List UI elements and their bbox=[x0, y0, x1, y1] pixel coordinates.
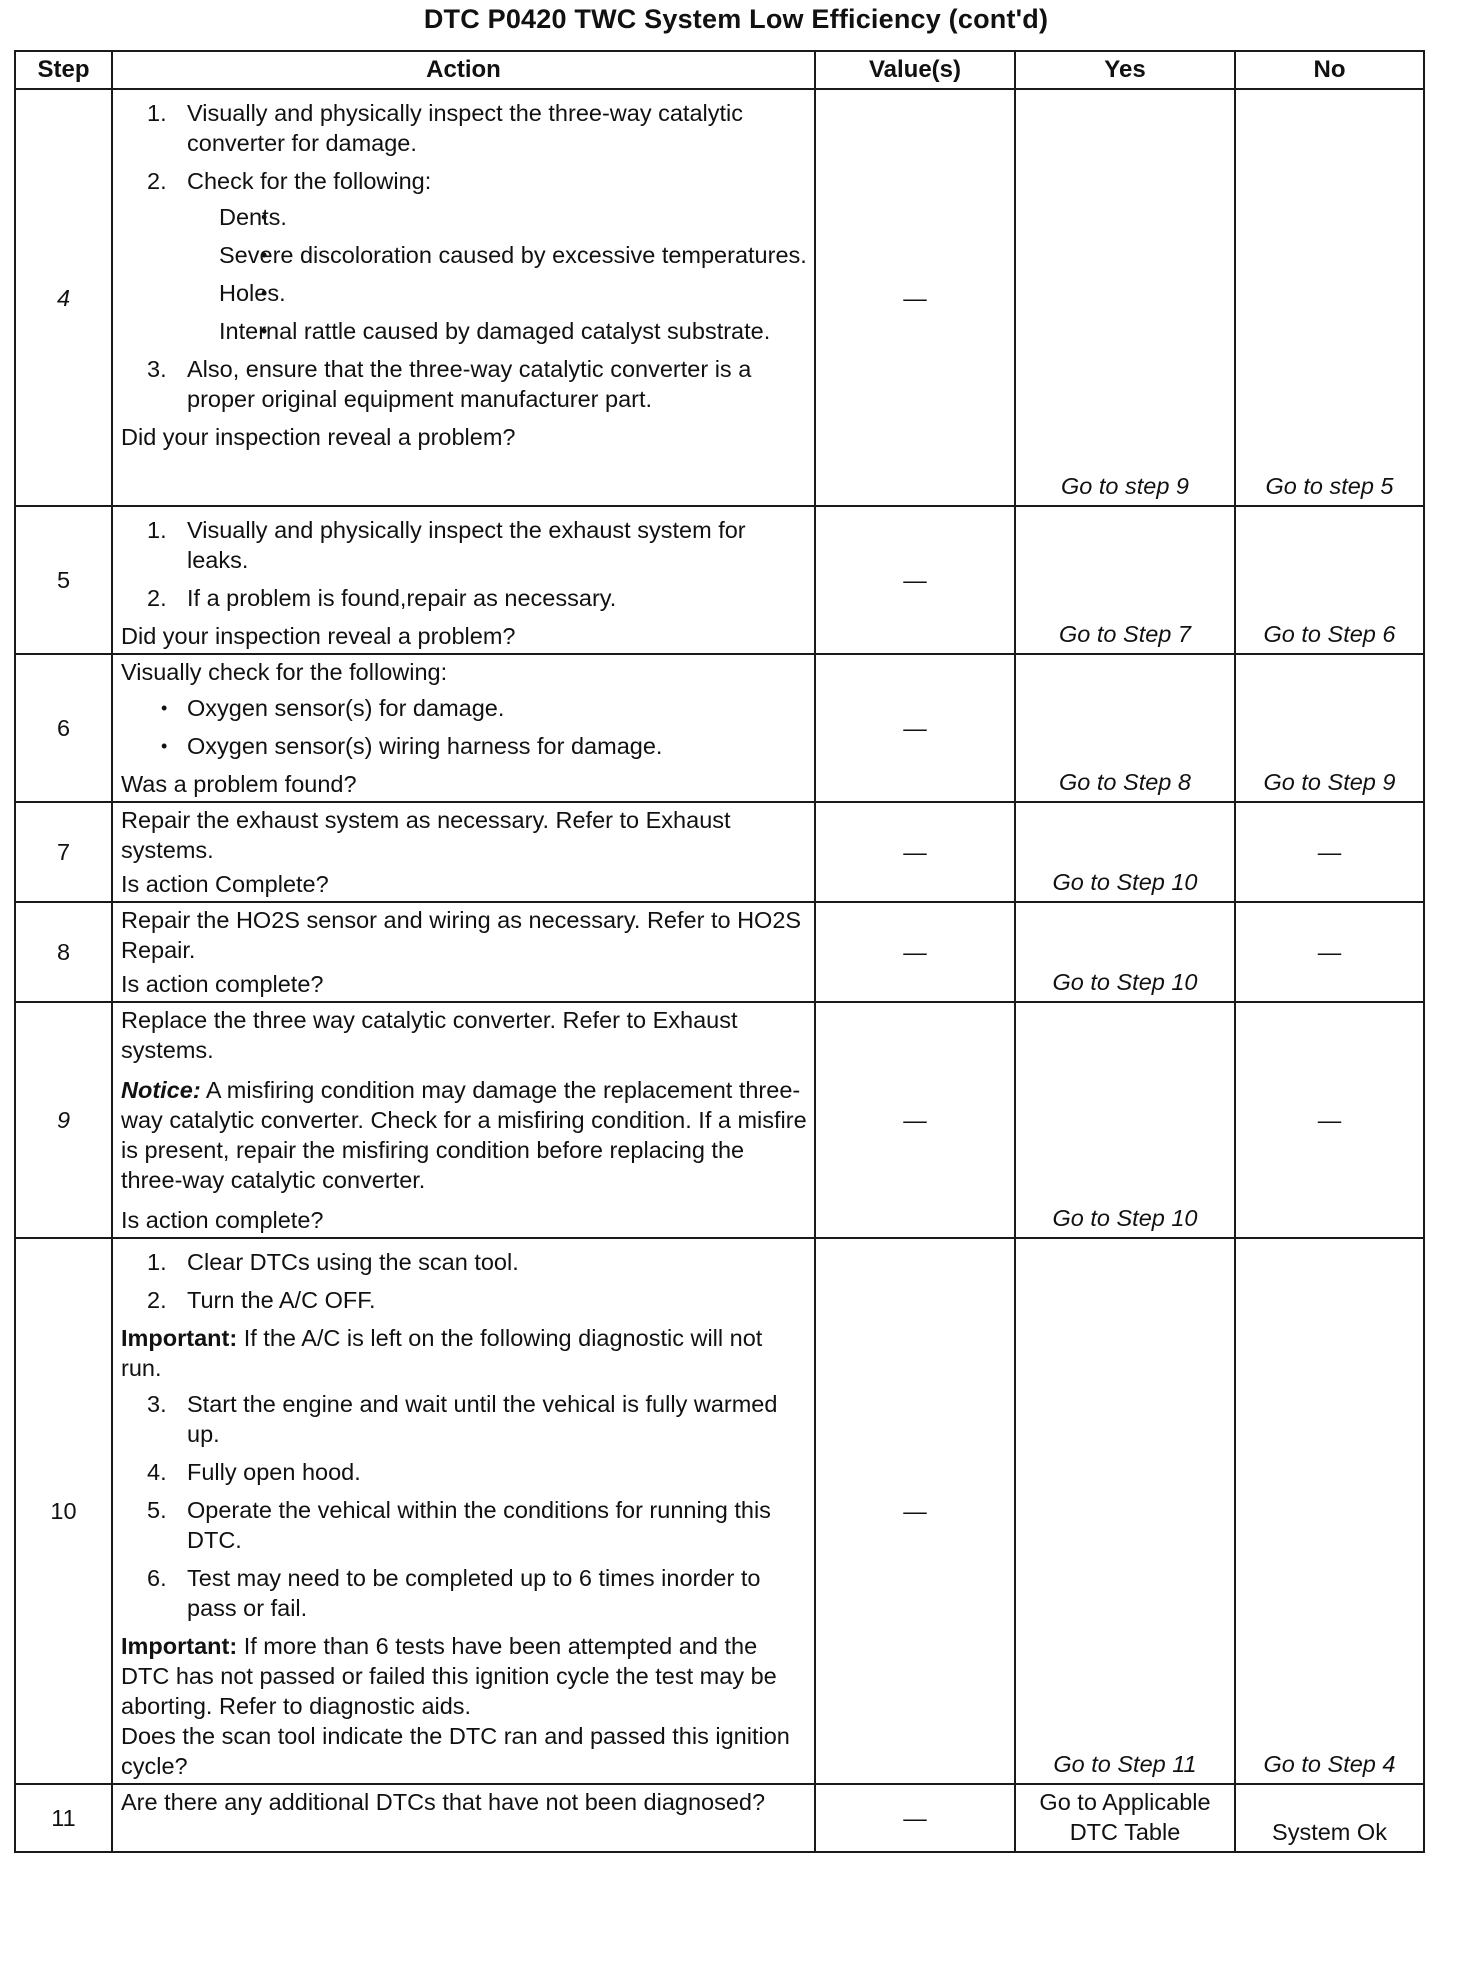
action-cell bbox=[112, 1784, 815, 1852]
no-result: Go to step 5 bbox=[1235, 89, 1424, 506]
value-cell: — bbox=[815, 902, 1015, 1002]
table-row-step-11 bbox=[15, 1784, 1424, 1852]
action-cell bbox=[112, 802, 815, 902]
notice-label: Notice: bbox=[121, 1077, 201, 1103]
list-item: 1. Clear DTCs using the scan tool. bbox=[147, 1249, 519, 1275]
yes-result: Go to Applicable DTC Table bbox=[1015, 1784, 1235, 1852]
step-number: 5 bbox=[15, 506, 112, 654]
yes-result: Go to Step 8 bbox=[1015, 654, 1235, 802]
action-text: Repair the exhaust system as necessary. Refer to Exhaust systems. bbox=[121, 807, 731, 863]
bullet-item: • Oxygen sensor(s) for damage. bbox=[121, 693, 808, 723]
table-row-step-7 bbox=[15, 802, 1424, 902]
step-number: 4 bbox=[15, 89, 112, 506]
header-row bbox=[15, 51, 1424, 89]
action-cell bbox=[112, 89, 815, 506]
step-number: 8 bbox=[15, 902, 112, 1002]
action-text: Repair the HO2S sensor and wiring as necessary. Refer to HO2S Repair. bbox=[121, 907, 802, 963]
list-item: 3. Also, ensure that the three-way catalytic converter is a proper original equipment manufacturer part. bbox=[147, 356, 752, 412]
yes-result: Go to step 9 bbox=[1015, 89, 1235, 506]
header-yes: Yes bbox=[1015, 51, 1235, 89]
action-cell bbox=[112, 1002, 815, 1238]
no-result: Go to Step 4 bbox=[1235, 1238, 1424, 1784]
table-row-step-4 bbox=[15, 89, 1424, 506]
value-cell: — bbox=[815, 1002, 1015, 1238]
question-text: Is action complete? bbox=[121, 971, 324, 997]
important-text: If more than 6 tests have been attempted and the DTC has not passed or failed this ignition cycle the test may be aborting. Refer to diagnostic aids. bbox=[121, 1633, 777, 1719]
action-cell bbox=[112, 506, 815, 654]
yes-result: Go to Step 7 bbox=[1015, 506, 1235, 654]
list-item: 3. Start the engine and wait until the vehical is fully warmed up. bbox=[147, 1391, 778, 1447]
question-text: Was a problem found? bbox=[121, 771, 357, 797]
no-result: — bbox=[1235, 902, 1424, 1002]
yes-result: Go to Step 10 bbox=[1015, 902, 1235, 1002]
step-number: 9 bbox=[15, 1002, 112, 1238]
action-cell bbox=[112, 654, 815, 802]
header-step: Step bbox=[15, 51, 112, 89]
list-item: 2. Turn the A/C OFF. bbox=[147, 1287, 376, 1313]
question-text: Did your inspection reveal a problem? bbox=[121, 424, 516, 450]
yes-result: Go to Step 10 bbox=[1015, 802, 1235, 902]
value-cell: — bbox=[815, 89, 1015, 506]
list-item: 1. Visually and physically inspect the exhaust system for leaks. bbox=[147, 517, 746, 573]
page-title: DTC P0420 TWC System Low Efficiency (cont'd) bbox=[423, 4, 1049, 34]
list-item: 2. If a problem is found,repair as necessary. bbox=[147, 585, 617, 611]
table-row-step-8 bbox=[15, 902, 1424, 1002]
step-number: 11 bbox=[15, 1784, 112, 1852]
question-text: Does the scan tool indicate the DTC ran and passed this ignition cycle? bbox=[121, 1723, 790, 1779]
value-cell: — bbox=[815, 654, 1015, 802]
bullet-item: • Oxygen sensor(s) wiring harness for damage. bbox=[121, 731, 808, 761]
value-cell: — bbox=[815, 1784, 1015, 1852]
notice-paragraph bbox=[121, 1075, 808, 1195]
action-text: Replace the three way catalytic converter. Refer to Exhaust systems. bbox=[121, 1007, 738, 1063]
important-paragraph bbox=[121, 1323, 808, 1383]
important-paragraph bbox=[121, 1631, 808, 1721]
list-item: 5. Operate the vehical within the conditions for running this DTC. bbox=[147, 1497, 771, 1553]
question-text: Did your inspection reveal a problem? bbox=[121, 623, 516, 649]
header-action: Action bbox=[112, 51, 815, 89]
intro-text: Visually check for the following: bbox=[121, 659, 448, 685]
yes-result: Go to Step 11 bbox=[1015, 1238, 1235, 1784]
no-result: — bbox=[1235, 1002, 1424, 1238]
action-cell bbox=[112, 1238, 815, 1784]
question-text: Is action complete? bbox=[121, 1207, 324, 1233]
list-item: 2. Check for the following: • Dents. • Severe discoloration caused by excessive temperatures. • Holes. • Internal rattle caused by damaged catalyst substrate. bbox=[121, 166, 808, 346]
yes-result: Go to Step 10 bbox=[1015, 1002, 1235, 1238]
no-result: Go to Step 9 bbox=[1235, 654, 1424, 802]
value-cell: — bbox=[815, 802, 1015, 902]
step-number: 7 bbox=[15, 802, 112, 902]
value-cell: — bbox=[815, 1238, 1015, 1784]
header-values: Value(s) bbox=[815, 51, 1015, 89]
list-item: 1. Visually and physically inspect the three-way catalytic converter for damage. bbox=[147, 100, 744, 156]
table-row-step-6 bbox=[15, 654, 1424, 802]
bullet-item: • Dents. bbox=[187, 202, 808, 232]
no-result: System Ok bbox=[1235, 1784, 1424, 1852]
list-item: 4. Fully open hood. bbox=[147, 1459, 361, 1485]
value-cell: — bbox=[815, 506, 1015, 654]
step-number: 6 bbox=[15, 654, 112, 802]
header-no: No bbox=[1235, 51, 1424, 89]
no-result: — bbox=[1235, 802, 1424, 902]
bullet-item: • Internal rattle caused by damaged catalyst substrate. bbox=[187, 316, 808, 346]
important-label: Important: bbox=[121, 1633, 238, 1659]
step-number: 10 bbox=[15, 1238, 112, 1784]
no-result: Go to Step 6 bbox=[1235, 506, 1424, 654]
table-row-step-10 bbox=[15, 1238, 1424, 1784]
bullet-item: • Holes. bbox=[187, 278, 808, 308]
table-row-step-5 bbox=[15, 506, 1424, 654]
important-label: Important: bbox=[121, 1325, 238, 1351]
question-text: Are there any additional DTCs that have not been diagnosed? bbox=[121, 1789, 766, 1815]
table-row-step-9 bbox=[15, 1002, 1424, 1238]
diagnostic-table bbox=[14, 50, 1425, 1853]
notice-text: A misfiring condition may damage the replacement three-way catalytic converter. Check for a misfiring condition. If a misfire is present, repair the misfiring condition before replacing the three-way catalytic converter. bbox=[121, 1077, 807, 1193]
action-cell bbox=[112, 902, 815, 1002]
bullet-item: • Severe discoloration caused by excessive temperatures. bbox=[187, 240, 808, 270]
important-text: If the A/C is left on the following diagnostic will not run. bbox=[121, 1325, 763, 1381]
question-text: Is action Complete? bbox=[121, 871, 329, 897]
list-item: 6. Test may need to be completed up to 6 times inorder to pass or fail. bbox=[147, 1565, 761, 1621]
